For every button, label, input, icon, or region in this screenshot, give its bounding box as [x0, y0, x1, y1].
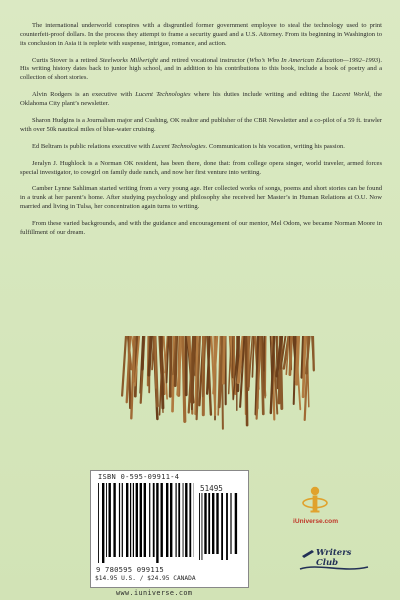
- barcode-bar: [113, 483, 115, 557]
- fringe-strand: [313, 336, 314, 370]
- fringe-strand: [223, 336, 224, 383]
- paragraph-text: Curtis Stover is a retired: [32, 56, 100, 64]
- about-text: [20, 22, 382, 246]
- about-paragraph: [20, 143, 382, 152]
- fringe-strand: [297, 336, 299, 384]
- barcode-bar: [133, 483, 134, 557]
- about-paragraph: [20, 57, 382, 83]
- barcode-bar: [199, 493, 200, 560]
- barcode-bar: [185, 483, 187, 557]
- barcode-bar: [189, 483, 191, 557]
- iuniverse-label: iUniverse.com: [293, 518, 339, 525]
- fringe-strand: [122, 336, 126, 396]
- isbn-text: ISBN 0-595-09911-4: [98, 473, 180, 481]
- iuniverse-logo-icon: [293, 482, 337, 518]
- barcode-addon-text: 51495: [200, 484, 223, 493]
- barcode-bar: [166, 483, 168, 557]
- paragraph-text: and retired vocational instructor (: [158, 56, 250, 64]
- barcode-bar: [216, 493, 218, 554]
- paragraph-text: Jeralyn J. Hughlock is a Norman OK resident, has been there, done that: from college opera singer, world traveler, armed forces special investigator, to cowgirl on family dude ranch, and now her first venture into writing.: [20, 159, 382, 176]
- barcode-bar: [136, 483, 138, 557]
- barcode-bar: [156, 483, 158, 563]
- paragraph-text: where his duties include writing and editing the: [190, 91, 333, 99]
- barcode-bar: [102, 483, 104, 563]
- price-addon-barcode: [199, 493, 239, 560]
- fringe-strand: [143, 336, 144, 369]
- price-text: $14.95 U.S. / $24.95 CANADA: [95, 575, 196, 582]
- barcode-bar: [109, 483, 111, 557]
- barcode-bar: [230, 493, 231, 554]
- about-paragraph: [20, 117, 382, 135]
- barcode-bar: [140, 483, 142, 557]
- barcode-bar: [106, 483, 107, 557]
- italic-title: Lucent Technologies: [151, 142, 206, 150]
- about-paragraph: [20, 185, 382, 211]
- about-paragraph: [20, 91, 382, 109]
- about-paragraph: [20, 220, 382, 238]
- barcode-bar: [144, 483, 146, 557]
- barcode-box: [90, 470, 249, 588]
- italic-title: Lucent World: [332, 91, 370, 99]
- barcode-bar: [130, 483, 131, 557]
- barcode-bar: [178, 483, 180, 557]
- barcode-bar: [204, 493, 206, 554]
- paragraph-text: Camber Lynne Sahliman started writing from a very young age. Her collected works of songs, poems and short stories can be found in a trunk at her parent’s home. After studying psychology and philosophy she received her Master’s in Human Relations at O.U. Now married and living in Tulsa, her concentration again turns to writing.: [20, 185, 382, 211]
- ean-barcode: [98, 483, 194, 563]
- fringe-strand: [170, 336, 171, 396]
- fringe-strand: [246, 336, 247, 425]
- italic-title: Steelworks Millwright: [99, 56, 158, 64]
- paragraph-text: From these varied backgrounds, and with the guidance and encouragement of our mentor, Mel Odom, we became Norman Moore in fulfillment of our dream.: [20, 220, 382, 236]
- paragraph-text: . Communication is his vocation, writing his passion.: [205, 142, 345, 150]
- barcode-bar: [161, 483, 163, 557]
- paragraph-text: ). His writing history dates back to junior high school, and in addition to his contributions to this book, include a book of poetry and a collection of short stories.: [20, 56, 382, 82]
- barcode-bar: [235, 493, 237, 554]
- fringe-strand: [155, 336, 156, 388]
- paragraph-text: Sharon Hudgins is a Journalism major and Cushing, OK realtor and publisher of the CBR Newsletter and a co-pilot of a 59 ft. trawler with over 50k nautical miles of blue-water cruising.: [20, 116, 382, 133]
- paragraph-text: , the Oklahoma City plant’s newsletter.: [20, 91, 382, 107]
- barcode-bar: [149, 483, 150, 557]
- barcode-bar: [126, 483, 128, 557]
- italic-title: Who’s Who In American Education—1992–1993: [249, 56, 379, 64]
- about-paragraph: [20, 22, 382, 48]
- paragraph-text: Alvin Rodgers is an executive with: [32, 91, 136, 99]
- fringe-strand: [192, 336, 194, 402]
- barcode-bar: [183, 483, 184, 557]
- barcode-bar: [176, 483, 177, 557]
- barcode-bar: [153, 483, 155, 557]
- barcode-bar: [98, 483, 99, 563]
- about-paragraph: [20, 160, 382, 178]
- writers-club-logo: [298, 546, 370, 574]
- barcode-bar: [122, 483, 123, 557]
- barcode-bar: [221, 493, 223, 560]
- paragraph-text: Ed Beltram is public relations executive with: [32, 142, 152, 150]
- barcode-bar: [226, 493, 228, 560]
- barcode-bar: [212, 493, 214, 554]
- barcode-bar: [119, 483, 120, 557]
- fringe-strand: [290, 336, 292, 375]
- ean-digits: 9 780595 099115: [96, 565, 164, 574]
- iuniverse-logo: [293, 482, 337, 528]
- writers-club-label: Writers Club: [316, 548, 352, 568]
- paragraph-text: The international underworld conspires with a disgruntled former government employee to steal the technology used to print counterfeit-proof dollars. In the process they attempt to frame a security guard and a U.S. Attorney. From its beginning in Washington to its conclusion in Asia it is replete with suspense, intrigue, romance, and action.: [20, 22, 382, 47]
- fringe-strand: [265, 336, 266, 398]
- barcode-bar: [208, 493, 210, 554]
- barcode-bar: [170, 483, 172, 557]
- broom-fringe-illustration: [118, 336, 323, 456]
- barcode-bar: [202, 493, 203, 560]
- italic-title: Lucent Technologies: [135, 91, 191, 99]
- fringe-strand: [183, 336, 185, 421]
- publisher-url: www.iuniverse.com: [116, 589, 193, 597]
